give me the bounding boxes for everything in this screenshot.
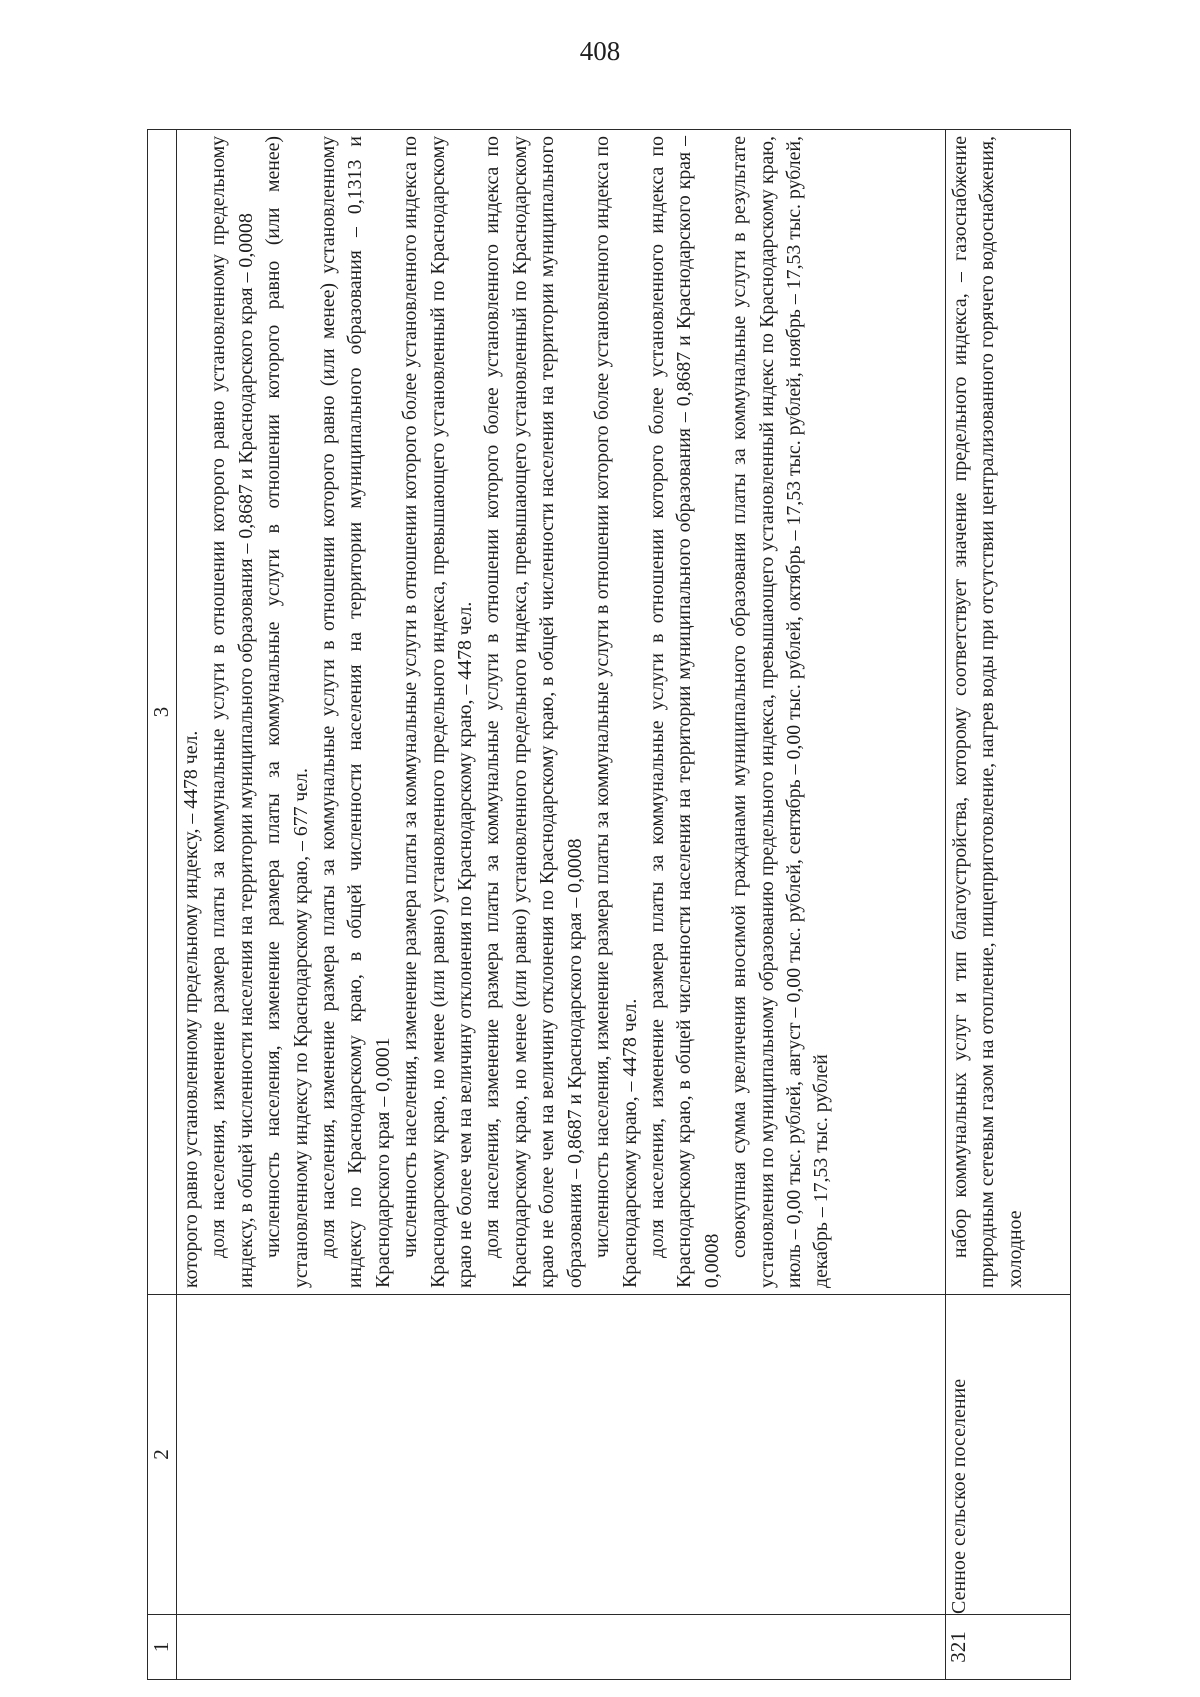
indicator-table bbox=[147, 129, 1071, 1680]
cell-indicators bbox=[177, 130, 946, 1295]
indicator-paragraph: совокупная сумма увеличения вносимой гражданами муниципального образования платы за коммунальные услуги в результате установления по муниципальному образованию предельного индекса, превышающего установленный индекс по Краснодарскому краю, июль – 0,00 тыс. рублей, август – 0,00 тыс. рублей, сентябрь – 0,00 тыс. рублей, октябрь – 17,53 тыс. рублей, ноябрь – 17,53 тыс. рублей, декабрь – 17,53 тыс. рублей bbox=[728, 136, 833, 1288]
table-row-continuation bbox=[177, 130, 946, 1680]
indicator-paragraph: доля населения, изменение размера платы за коммунальные услуги в отношении которого равно установленному предельному индексу, в общей численности населения на территории муниципального образования – 0,8687 и Краснодарского края – 0,0008 bbox=[207, 136, 257, 1288]
indicator-paragraph: численность населения, изменение размера платы за коммунальные услуги в отношении которого более установленного индекса по Краснодарскому краю, но менее (или равно) установленного предельного индекса, превышающего установленный по Краснодарскому краю не более чем на величину отклонения по Краснодарскому краю, – 4478 чел. bbox=[399, 136, 477, 1288]
header-col-3: 3 bbox=[148, 130, 177, 1295]
indicator-paragraph: численность населения, изменение размера платы за коммунальные услуги в отношении которого более установленного индекса по Краснодарскому краю, – 4478 чел. bbox=[591, 136, 641, 1288]
cell-indicators-321 bbox=[946, 130, 1071, 1295]
table-header-row bbox=[148, 130, 177, 1680]
page-number: 408 bbox=[579, 36, 621, 66]
table-row-321 bbox=[946, 130, 1071, 1680]
indicator-paragraph: численность населения, изменение размера платы за коммунальные услуги в отношении которого равно (или менее) установленному индексу по Краснодарскому краю, – 677 чел. bbox=[262, 136, 312, 1288]
cell-name-empty bbox=[177, 1295, 946, 1615]
indicator-paragraph: набор коммунальных услуг и тип благоустройства, которому соответствует значение предельного индекса, – газоснабжение природным сетевым газом на отопление, пищеприготовление, нагрев воды при отсутствии централизованного горячего водоснабжения, холодное bbox=[949, 136, 1026, 1288]
header-col-1: 1 bbox=[148, 1615, 177, 1680]
indicator-paragraph: которого равно установленному предельному индексу, – 4478 чел. bbox=[180, 730, 202, 1288]
indicator-paragraph: доля населения, изменение размера платы за коммунальные услуги в отношении которого равно (или менее) установленному индексу по Краснодарскому краю, в общей численности населения на территории муниципального образования – 0,1313 и Краснодарского края – 0,0001 bbox=[317, 136, 394, 1288]
cell-number-empty bbox=[177, 1615, 946, 1680]
header-col-2: 2 bbox=[148, 1295, 177, 1615]
settlement-name: Сенное сельское поселение bbox=[946, 1295, 1071, 1615]
row-number: 321 bbox=[946, 1615, 1071, 1680]
indicator-paragraph: доля населения, изменение размера платы за коммунальные услуги в отношении которого более установленного индекса по Краснодарскому краю, в общей численности населения на территории муниципального образования – 0,8687 и Краснодарского края – 0,0008 bbox=[645, 136, 723, 1288]
indicator-paragraph: доля населения, изменение размера платы за коммунальные услуги в отношении которого более установленного индекса по Краснодарскому краю, но менее (или равно) установленного предельного индекса, превышающего установленный по Краснодарскому краю не более чем на величину отклонения по Краснодарскому краю, в общей численности населения на территории муниципального образования – 0,8687 и Краснодарского края – 0,0008 bbox=[481, 136, 586, 1288]
rotated-table-wrapper bbox=[147, 130, 1067, 1680]
